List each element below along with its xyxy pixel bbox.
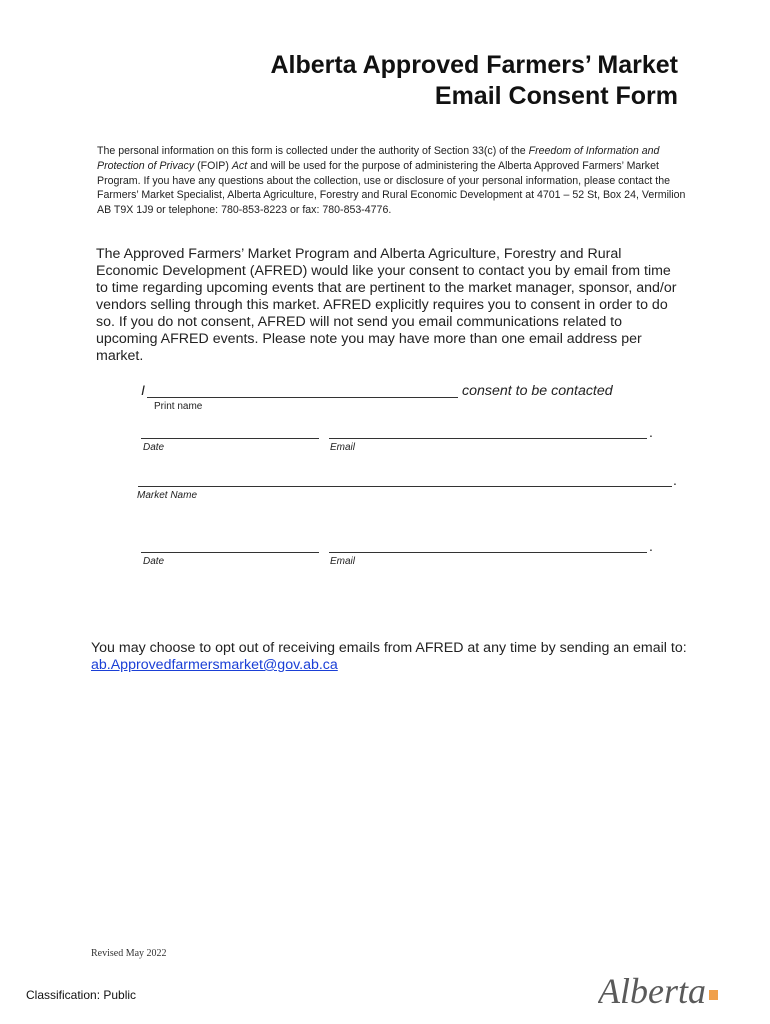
date-label-1: Date <box>143 442 165 453</box>
email-field-1[interactable] <box>329 438 647 439</box>
consent-prefix: I <box>141 383 145 399</box>
consent-text: consent to be contacted <box>462 383 613 399</box>
alberta-logo-wordmark: Alberta <box>598 971 706 1011</box>
title-line-2: Email Consent Form <box>434 82 678 110</box>
date-field-1[interactable] <box>141 438 319 439</box>
alberta-logo <box>598 968 722 1017</box>
email-field-2[interactable] <box>329 552 647 553</box>
opt-out-email-link[interactable]: ab.Approvedfarmersmarket@gov.ab.ca <box>91 657 338 673</box>
email-label-1: Email <box>330 442 356 453</box>
alberta-logo-icon <box>598 968 722 1012</box>
email-1-period: . <box>649 424 653 440</box>
notice-part-3: and will be used for the purpose of administering the Alberta Approved Farmers’ Market Program. If you have any questions about the collection, use or disclosure of your personal information, please contact the Farmers’ Market Specialist, Alberta Agriculture, Forestry and Rural Economic Development at 4701 – 52 St, Box 24, Vermilion AB T9X 1J9 or telephone: 780-853-8223 or fax: 780-853-4776. <box>97 159 686 217</box>
date-label-2: Date <box>143 556 165 567</box>
email-2-period: . <box>649 538 653 554</box>
date-field-2[interactable] <box>141 552 319 553</box>
opt-out-paragraph <box>91 640 691 674</box>
notice-act-name: Freedom of Information and Protection of Privacy <box>97 145 660 172</box>
consent-paragraph: The Approved Farmers’ Market Program and Alberta Agriculture, Forestry and Rural Economic Development (AFRED) would like your consent to contact you by email from time to time regarding upcoming events that are pertinent to the market manager, sponsor, and/or vendors selling through this market. AFRED explicitly requires you to consent in order to do so. If you do not consent, AFRED will not send you email communications related to upcoming AFRED events. Please note you may have more than one email address per market. <box>96 246 677 364</box>
alberta-logo-accent <box>709 990 718 1000</box>
email-label-2: Email <box>330 556 356 567</box>
market-name-field[interactable] <box>138 486 672 487</box>
print-name-field[interactable] <box>147 397 458 398</box>
notice-part-2: (FOIP) <box>194 159 232 172</box>
form-title <box>270 50 678 112</box>
revised-date: Revised May 2022 <box>91 948 167 959</box>
market-name-period: . <box>673 472 677 488</box>
notice-part-1: The personal information on this form is collected under the authority of Section 33(c) of the <box>97 145 529 157</box>
title-line-1: Alberta Approved Farmers’ Market <box>270 51 678 79</box>
classification-label: Classification: Public <box>26 988 137 1002</box>
opt-out-text: You may choose to opt out of receiving emails from AFRED at any time by sending an email to: <box>91 640 687 656</box>
privacy-notice <box>97 144 687 218</box>
market-name-label: Market Name <box>137 490 198 501</box>
notice-act-word: Act <box>231 159 248 172</box>
print-name-label: Print name <box>154 401 203 412</box>
